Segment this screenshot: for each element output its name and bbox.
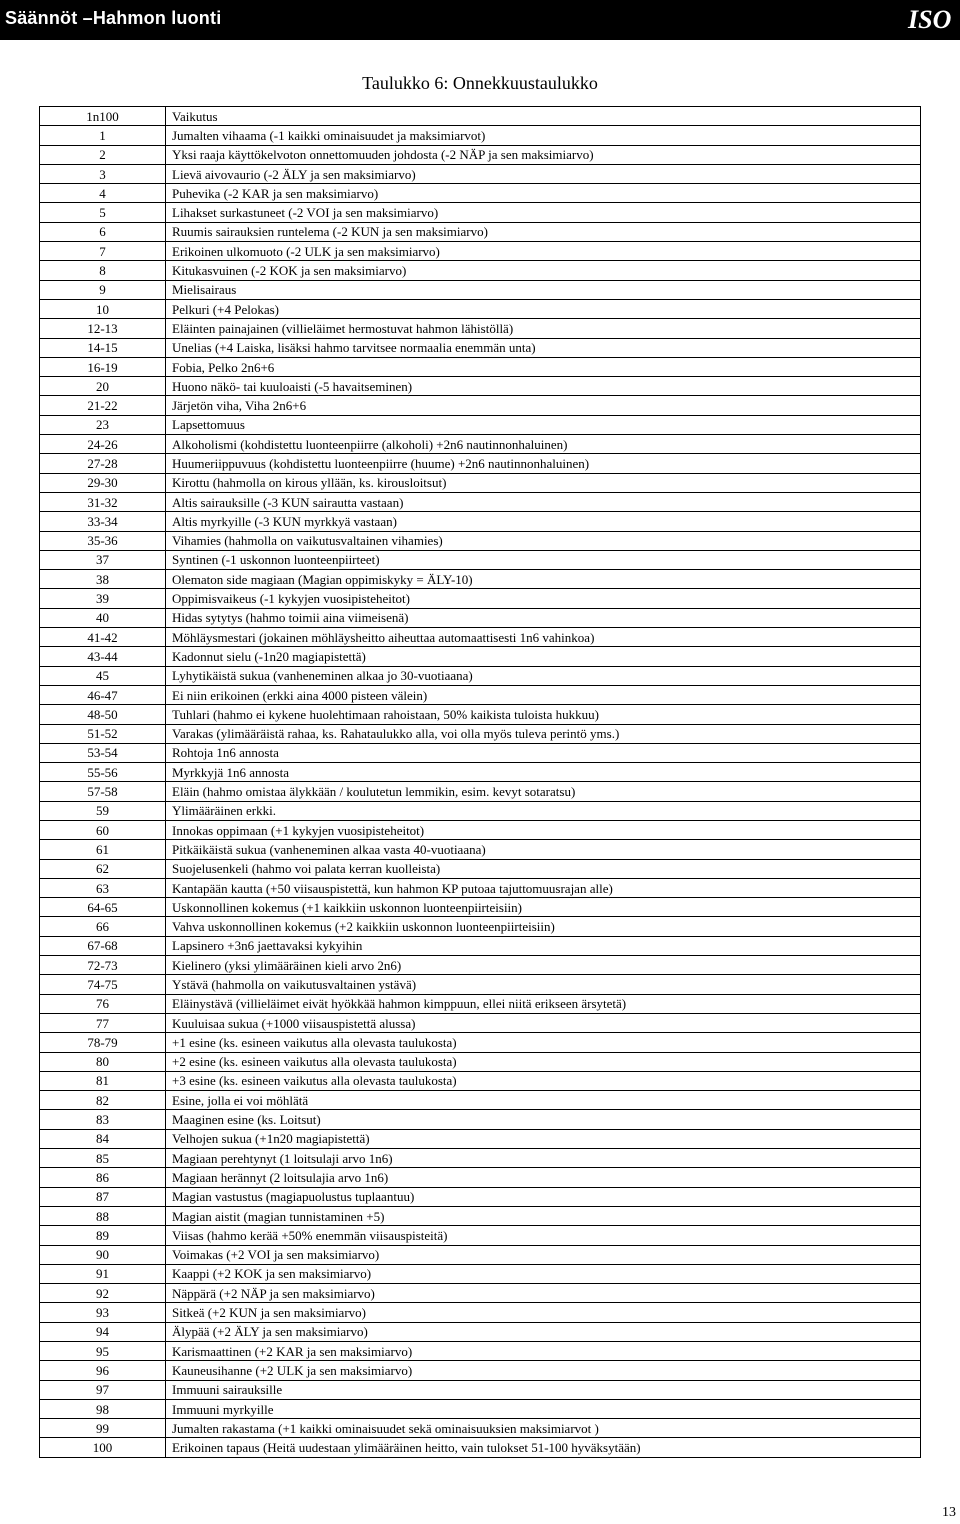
roll-cell: 23 xyxy=(40,415,166,434)
table-title-text: Taulukko 6: Onnekkuustaulukko xyxy=(362,73,598,93)
roll-cell: 84 xyxy=(40,1129,166,1148)
table-row xyxy=(40,878,921,897)
table-row xyxy=(40,820,921,839)
roll-cell: 20 xyxy=(40,377,166,396)
roll-cell: 51-52 xyxy=(40,724,166,743)
roll-cell: 100 xyxy=(40,1438,166,1457)
roll-cell: 64-65 xyxy=(40,898,166,917)
effect-cell: Pelkuri (+4 Pelokas) xyxy=(166,299,921,318)
table-row xyxy=(40,1206,921,1225)
roll-cell: 95 xyxy=(40,1342,166,1361)
roll-cell: 94 xyxy=(40,1322,166,1341)
roll-cell: 6 xyxy=(40,222,166,241)
header-effect: Vaikutus xyxy=(166,107,921,126)
table-row xyxy=(40,415,921,434)
roll-cell: 27-28 xyxy=(40,454,166,473)
table-row xyxy=(40,1322,921,1341)
roll-cell: 40 xyxy=(40,608,166,627)
roll-cell: 4 xyxy=(40,184,166,203)
roll-cell: 60 xyxy=(40,820,166,839)
roll-cell: 48-50 xyxy=(40,705,166,724)
roll-cell: 46-47 xyxy=(40,685,166,704)
table-row xyxy=(40,1245,921,1264)
effect-cell: Voimakas (+2 VOI ja sen maksimiarvo) xyxy=(166,1245,921,1264)
table-row xyxy=(40,338,921,357)
roll-cell: 2 xyxy=(40,145,166,164)
table-row xyxy=(40,550,921,569)
table-row xyxy=(40,994,921,1013)
effect-cell: Olematon side magiaan (Magian oppimiskyky = ÄLY-10) xyxy=(166,570,921,589)
table-row xyxy=(40,1264,921,1283)
effect-cell: +3 esine (ks. esineen vaikutus alla olevasta taulukosta) xyxy=(166,1071,921,1090)
roll-cell: 93 xyxy=(40,1303,166,1322)
effect-cell: Unelias (+4 Laiska, lisäksi hahmo tarvitsee normaalia enemmän unta) xyxy=(166,338,921,357)
roll-cell: 87 xyxy=(40,1187,166,1206)
effect-cell: Maaginen esine (ks. Loitsut) xyxy=(166,1110,921,1129)
effect-cell: Vihamies (hahmolla on vaikutusvaltainen vihamies) xyxy=(166,531,921,550)
table-row xyxy=(40,1033,921,1052)
table-row xyxy=(40,705,921,724)
roll-cell: 16-19 xyxy=(40,357,166,376)
effect-cell: Pitkäikäistä sukua (vanheneminen alkaa vasta 40-vuotiaana) xyxy=(166,840,921,859)
roll-cell: 63 xyxy=(40,878,166,897)
roll-cell: 66 xyxy=(40,917,166,936)
effect-cell: Altis myrkyille (-3 KUN myrkkyä vastaan) xyxy=(166,512,921,531)
roll-cell: 1 xyxy=(40,126,166,145)
roll-cell: 14-15 xyxy=(40,338,166,357)
table-row xyxy=(40,222,921,241)
effect-cell: Rohtoja 1n6 annosta xyxy=(166,743,921,762)
effect-cell: Erikoinen tapaus (Heitä uudestaan ylimääräinen heitto, vain tulokset 51-100 hyväksytään) xyxy=(166,1438,921,1457)
effect-cell: Uskonnollinen kokemus (+1 kaikkiin uskonnon luonteenpiirteisiin) xyxy=(166,898,921,917)
table-row xyxy=(40,1129,921,1148)
effect-cell: Alkoholismi (kohdistettu luonteenpiirre (alkoholi) +2n6 nautinnonhaluinen) xyxy=(166,435,921,454)
table-row xyxy=(40,917,921,936)
effect-cell: Kielinero (yksi ylimääräinen kieli arvo 2n6) xyxy=(166,956,921,975)
effect-cell: +1 esine (ks. esineen vaikutus alla olevasta taulukosta) xyxy=(166,1033,921,1052)
effect-cell: Lihakset surkastuneet (-2 VOI ja sen maksimiarvo) xyxy=(166,203,921,222)
effect-cell: Eläinten painajainen (villieläimet hermostuvat hahmon lähistöllä) xyxy=(166,319,921,338)
roll-cell: 29-30 xyxy=(40,473,166,492)
table-row xyxy=(40,1380,921,1399)
effect-cell: Magiaan herännyt (2 loitsulajia arvo 1n6) xyxy=(166,1168,921,1187)
effect-cell: Syntinen (-1 uskonnon luonteenpiirteet) xyxy=(166,550,921,569)
effect-cell: Eläin (hahmo omistaa älykkään / koulutetun lemmikin, esim. kevyt sotaratsu) xyxy=(166,782,921,801)
table-row xyxy=(40,628,921,647)
table-row xyxy=(40,280,921,299)
effect-cell: Erikoinen ulkomuoto (-2 ULK ja sen maksimiarvo) xyxy=(166,242,921,261)
roll-cell: 12-13 xyxy=(40,319,166,338)
table-row xyxy=(40,936,921,955)
table-row xyxy=(40,1342,921,1361)
effect-cell: Huumeriippuvuus (kohdistettu luonteenpiirre (huume) +2n6 nautinnonhaluinen) xyxy=(166,454,921,473)
table-row xyxy=(40,1052,921,1071)
table-row xyxy=(40,840,921,859)
roll-cell: 43-44 xyxy=(40,647,166,666)
effect-cell: Magian vastustus (magiapuolustus tuplaantuu) xyxy=(166,1187,921,1206)
table-header-row xyxy=(40,107,921,126)
effect-cell: Fobia, Pelko 2n6+6 xyxy=(166,357,921,376)
header-title: Säännöt –Hahmon luonti xyxy=(5,8,222,28)
table-row xyxy=(40,242,921,261)
roll-cell: 62 xyxy=(40,859,166,878)
roll-cell: 39 xyxy=(40,589,166,608)
effect-cell: Järjetön viha, Viha 2n6+6 xyxy=(166,396,921,415)
effect-cell: Näppärä (+2 NÄP ja sen maksimiarvo) xyxy=(166,1284,921,1303)
roll-cell: 96 xyxy=(40,1361,166,1380)
effect-cell: Möhläysmestari (jokainen möhläysheitto aiheuttaa automaattisesti 1n6 vahinkoa) xyxy=(166,628,921,647)
effect-cell: Varakas (ylimääräistä rahaa, ks. Rahataulukko alla, voi olla myös tuleva perintö yms.) xyxy=(166,724,921,743)
roll-cell: 8 xyxy=(40,261,166,280)
roll-cell: 67-68 xyxy=(40,936,166,955)
effect-cell: Lyhytikäistä sukua (vanheneminen alkaa jo 30-vuotiaana) xyxy=(166,666,921,685)
roll-cell: 21-22 xyxy=(40,396,166,415)
effect-cell: Viisas (hahmo kerää +50% enemmän viisauspisteitä) xyxy=(166,1226,921,1245)
table-row xyxy=(40,454,921,473)
effect-cell: Kantapään kautta (+50 viisauspistettä, kun hahmon KP putoaa tajuttomuusrajan alle) xyxy=(166,878,921,897)
effect-cell: Myrkkyjä 1n6 annosta xyxy=(166,763,921,782)
effect-cell: Ylimääräinen erkki. xyxy=(166,801,921,820)
effect-cell: Magian aistit (magian tunnistaminen +5) xyxy=(166,1206,921,1225)
roll-cell: 78-79 xyxy=(40,1033,166,1052)
table-row xyxy=(40,1438,921,1457)
roll-cell: 92 xyxy=(40,1284,166,1303)
table-row xyxy=(40,357,921,376)
table-row xyxy=(40,1110,921,1129)
table-row xyxy=(40,763,921,782)
table-row xyxy=(40,1399,921,1418)
effect-cell: Ruumis sairauksien runtelema (-2 KUN ja sen maksimiarvo) xyxy=(166,222,921,241)
table-row xyxy=(40,396,921,415)
roll-cell: 82 xyxy=(40,1091,166,1110)
effect-cell: Eläinystävä (villieläimet eivät hyökkää hahmon kimppuun, ellei niitä erikseen ärsytetä) xyxy=(166,994,921,1013)
effect-cell: Immuuni sairauksille xyxy=(166,1380,921,1399)
table-row xyxy=(40,975,921,994)
effect-cell: Kuuluisaa sukua (+1000 viisauspistettä alussa) xyxy=(166,1013,921,1032)
roll-cell: 97 xyxy=(40,1380,166,1399)
table-row xyxy=(40,1091,921,1110)
table-row xyxy=(40,647,921,666)
effect-cell: Vahva uskonnollinen kokemus (+2 kaikkiin uskonnon luonteenpiirteisiin) xyxy=(166,917,921,936)
effect-cell: Kauneusihanne (+2 ULK ja sen maksimiarvo) xyxy=(166,1361,921,1380)
table-row xyxy=(40,859,921,878)
table-row xyxy=(40,743,921,762)
table-row xyxy=(40,1071,921,1090)
page-number: 13 xyxy=(942,1505,956,1520)
roll-cell: 61 xyxy=(40,840,166,859)
effect-cell: Kirottu (hahmolla on kirous yllään, ks. kirousloitsut) xyxy=(166,473,921,492)
table-row xyxy=(40,589,921,608)
roll-cell: 9 xyxy=(40,280,166,299)
table-row xyxy=(40,666,921,685)
roll-cell: 80 xyxy=(40,1052,166,1071)
table-row xyxy=(40,1303,921,1322)
table-row xyxy=(40,299,921,318)
effect-cell: Ystävä (hahmolla on vaikutusvaltainen ystävä) xyxy=(166,975,921,994)
effect-cell: Velhojen sukua (+1n20 magiapistettä) xyxy=(166,1129,921,1148)
roll-cell: 77 xyxy=(40,1013,166,1032)
table-row xyxy=(40,492,921,511)
roll-cell: 83 xyxy=(40,1110,166,1129)
roll-cell: 35-36 xyxy=(40,531,166,550)
effect-cell: Lievä aivovaurio (-2 ÄLY ja sen maksimiarvo) xyxy=(166,164,921,183)
table-row xyxy=(40,608,921,627)
effect-cell: Yksi raaja käyttökelvoton onnettomuuden johdosta (-2 NÄP ja sen maksimiarvo) xyxy=(166,145,921,164)
roll-cell: 53-54 xyxy=(40,743,166,762)
table-row xyxy=(40,1013,921,1032)
table-title xyxy=(0,73,960,94)
table-row xyxy=(40,1419,921,1438)
roll-cell: 38 xyxy=(40,570,166,589)
page-header xyxy=(0,0,960,40)
effect-cell: Innokas oppimaan (+1 kykyjen vuosipisteheitot) xyxy=(166,820,921,839)
table-row xyxy=(40,898,921,917)
table-row xyxy=(40,1226,921,1245)
effect-cell: Lapsettomuus xyxy=(166,415,921,434)
table-row xyxy=(40,473,921,492)
header-roll: 1n100 xyxy=(40,107,166,126)
roll-cell: 88 xyxy=(40,1206,166,1225)
roll-cell: 76 xyxy=(40,994,166,1013)
roll-cell: 90 xyxy=(40,1245,166,1264)
effect-cell: Jumalten vihaama (-1 kaikki ominaisuudet ja maksimiarvot) xyxy=(166,126,921,145)
roll-cell: 99 xyxy=(40,1419,166,1438)
roll-cell: 98 xyxy=(40,1399,166,1418)
luck-table xyxy=(39,106,921,1458)
table-row xyxy=(40,531,921,550)
roll-cell: 3 xyxy=(40,164,166,183)
roll-cell: 89 xyxy=(40,1226,166,1245)
table-row xyxy=(40,203,921,222)
table-row xyxy=(40,184,921,203)
effect-cell: Oppimisvaikeus (-1 kykyjen vuosipisteheitot) xyxy=(166,589,921,608)
logo: ISO xyxy=(908,5,952,34)
effect-cell: Kaappi (+2 KOK ja sen maksimiarvo) xyxy=(166,1264,921,1283)
effect-cell: Ei niin erikoinen (erkki aina 4000 pisteen välein) xyxy=(166,685,921,704)
table-row xyxy=(40,724,921,743)
effect-cell: Esine, jolla ei voi möhlätä xyxy=(166,1091,921,1110)
effect-cell: Lapsinero +3n6 jaettavaksi kykyihin xyxy=(166,936,921,955)
table-row xyxy=(40,377,921,396)
roll-cell: 91 xyxy=(40,1264,166,1283)
table-row xyxy=(40,1187,921,1206)
roll-cell: 37 xyxy=(40,550,166,569)
roll-cell: 85 xyxy=(40,1149,166,1168)
roll-cell: 41-42 xyxy=(40,628,166,647)
effect-cell: Altis sairauksille (-3 KUN sairautta vastaan) xyxy=(166,492,921,511)
roll-cell: 57-58 xyxy=(40,782,166,801)
roll-cell: 31-32 xyxy=(40,492,166,511)
table-row xyxy=(40,319,921,338)
table-row xyxy=(40,435,921,454)
table-row xyxy=(40,164,921,183)
effect-cell: +2 esine (ks. esineen vaikutus alla olevasta taulukosta) xyxy=(166,1052,921,1071)
roll-cell: 74-75 xyxy=(40,975,166,994)
roll-cell: 7 xyxy=(40,242,166,261)
effect-cell: Magiaan perehtynyt (1 loitsulaji arvo 1n6) xyxy=(166,1149,921,1168)
effect-cell: Tuhlari (hahmo ei kykene huolehtimaan rahoistaan, 50% kaikista tuloista hukkuu) xyxy=(166,705,921,724)
roll-cell: 81 xyxy=(40,1071,166,1090)
effect-cell: Sitkeä (+2 KUN ja sen maksimiarvo) xyxy=(166,1303,921,1322)
effect-cell: Puhevika (-2 KAR ja sen maksimiarvo) xyxy=(166,184,921,203)
roll-cell: 59 xyxy=(40,801,166,820)
table-row xyxy=(40,512,921,531)
table-row xyxy=(40,1168,921,1187)
roll-cell: 24-26 xyxy=(40,435,166,454)
table-row xyxy=(40,570,921,589)
effect-cell: Huono näkö- tai kuuloaisti (-5 havaitseminen) xyxy=(166,377,921,396)
effect-cell: Jumalten rakastama (+1 kaikki ominaisuudet sekä ominaisuuksien maksimiarvot ) xyxy=(166,1419,921,1438)
effect-cell: Hidas sytytys (hahmo toimii aina viimeisenä) xyxy=(166,608,921,627)
table-row xyxy=(40,1149,921,1168)
roll-cell: 86 xyxy=(40,1168,166,1187)
luck-table-body xyxy=(40,107,921,1458)
table-row xyxy=(40,1361,921,1380)
effect-cell: Älypää (+2 ÄLY ja sen maksimiarvo) xyxy=(166,1322,921,1341)
roll-cell: 33-34 xyxy=(40,512,166,531)
table-row xyxy=(40,1284,921,1303)
roll-cell: 5 xyxy=(40,203,166,222)
table-row xyxy=(40,801,921,820)
roll-cell: 72-73 xyxy=(40,956,166,975)
table-row xyxy=(40,261,921,280)
roll-cell: 55-56 xyxy=(40,763,166,782)
roll-cell: 45 xyxy=(40,666,166,685)
table-row xyxy=(40,145,921,164)
effect-cell: Kitukasvuinen (-2 KOK ja sen maksimiarvo) xyxy=(166,261,921,280)
effect-cell: Mielisairaus xyxy=(166,280,921,299)
table-row xyxy=(40,782,921,801)
table-row xyxy=(40,956,921,975)
table-row xyxy=(40,685,921,704)
table-row xyxy=(40,126,921,145)
roll-cell: 10 xyxy=(40,299,166,318)
effect-cell: Karismaattinen (+2 KAR ja sen maksimiarvo) xyxy=(166,1342,921,1361)
effect-cell: Kadonnut sielu (-1n20 magiapistettä) xyxy=(166,647,921,666)
effect-cell: Immuuni myrkyille xyxy=(166,1399,921,1418)
effect-cell: Suojelusenkeli (hahmo voi palata kerran kuolleista) xyxy=(166,859,921,878)
